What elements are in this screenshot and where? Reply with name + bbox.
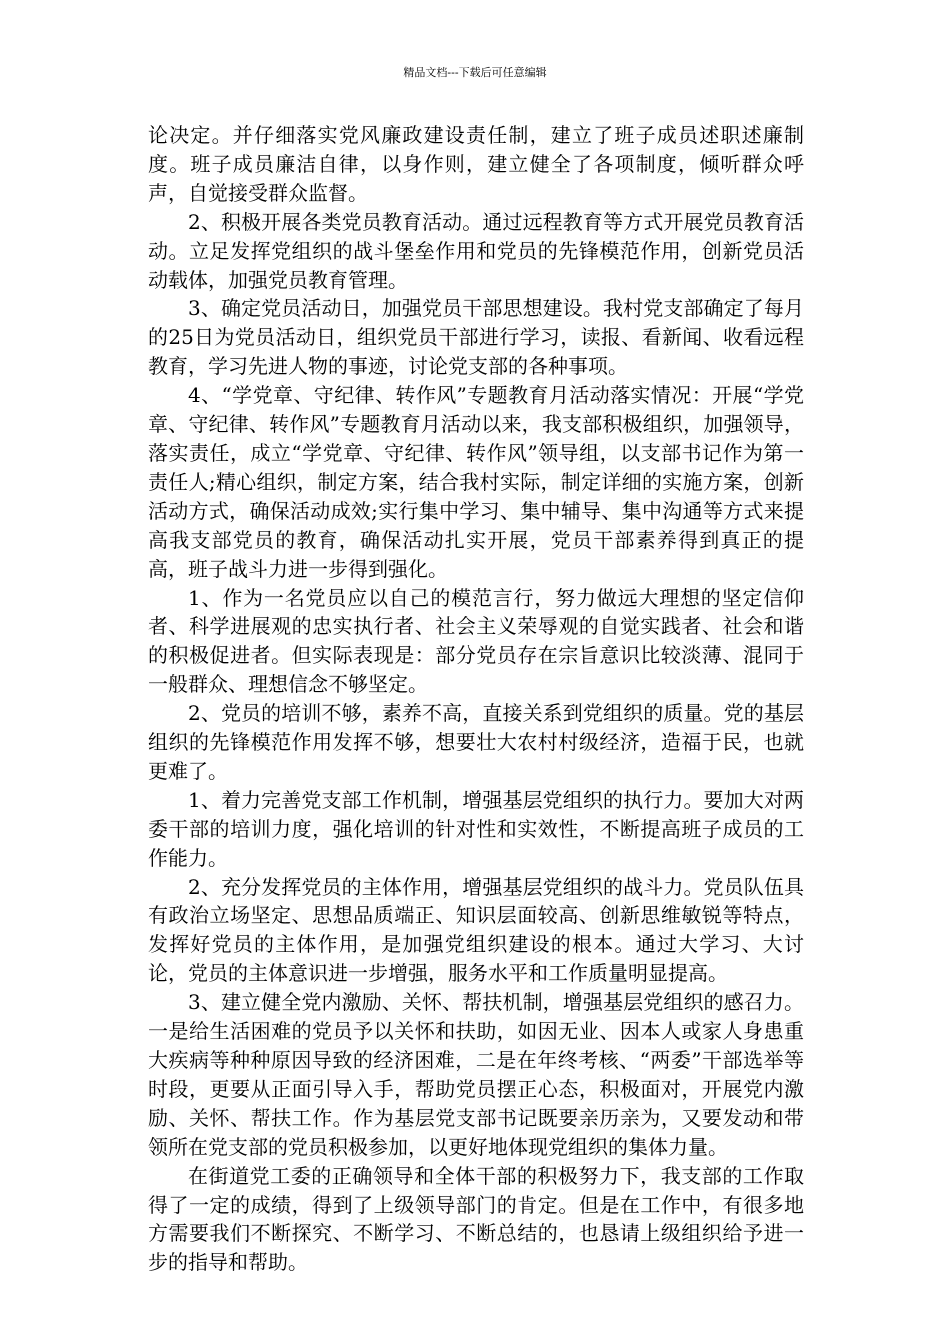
paragraph-8: 2、充分发挥党员的主体作用，增强基层党组织的战斗力。党员队伍具有政治立场坚定、思想品质端正、知识层面较高、创新思维敏锐等特点，发挥好党员的主体作用，是加强党组织建设的根本。通过大学习、大讨论，党员的主体意识进一步增强，服务水平和工作质量明显提高。 <box>148 874 804 986</box>
paragraph-4: 4、“学党章、守纪律、转作风”专题教育月活动落实情况：开展“学党章、守纪律、转作风”专题教育月活动以来，我支部积极组织，加强领导，落实责任，成立“学党章、守纪律、转作风”领导组，以支部书记作为第一责任人;精心组织，制定方案，结合我村实际，制定详细的实施方案，创新活动方式，确保活动成效;实行集中学习、集中辅导、集中沟通等方式来提高我支部党员的教育，确保活动扎实开展，党员干部素养得到真正的提高，班子战斗力进一步得到强化。 <box>148 383 804 581</box>
paragraph-7: 1、着力完善党支部工作机制，增强基层党组织的执行力。要加大对两委干部的培训力度，强化培训的针对性和实效性，不断提高班子成员的工作能力。 <box>148 787 804 870</box>
paragraph-6: 2、党员的培训不够，素养不高，直接关系到党组织的质量。党的基层组织的先锋模范作用发挥不够，想要壮大农村村级经济，造福于民，也就更难了。 <box>148 701 804 783</box>
document-body <box>148 121 804 1277</box>
paragraph-1: 论决定。并仔细落实党风廉政建设责任制，建立了班子成员述职述廉制度。班子成员廉洁自律，以身作则，建立健全了各项制度，倾听群众呼声，自觉接受群众监督。 <box>148 123 804 205</box>
page-header: 精品文档---下载后可任意编辑 <box>403 66 547 79</box>
paragraph-9: 3、建立健全党内激励、关怀、帮扶机制，增强基层党组织的感召力。一是给生活困难的党员予以关怀和扶助，如因无业、因本人或家人身患重大疾病等种种原因导致的经济困难，二是在年终考核、“两委”干部选举等时段，更要从正面引导入手，帮助党员摆正心态，积极面对，开展党内激励、关怀、帮扶工作。作为基层党支部书记既要亲历亲为，又要发动和带领所在党支部的党员积极参加，以更好地体现党组织的集体力量。 <box>148 990 804 1159</box>
paragraph-5: 1、作为一名党员应以自己的模范言行，努力做远大理想的坚定信仰者、科学进展观的忠实执行者、社会主义荣辱观的自觉实践者、社会和谐的积极促进者。但实际表现是：部分党员存在宗旨意识比较淡薄、混同于一般群众、理想信念不够坚定。 <box>148 585 804 697</box>
paragraph-10: 在街道党工委的正确领导和全体干部的积极努力下，我支部的工作取得了一定的成绩，得到了上级领导部门的肯定。但是在工作中，有很多地方需要我们不断探究、不断学习、不断总结的，也恳请上级组织给予进一步的指导和帮助。 <box>148 1163 804 1275</box>
paragraph-3: 3、确定党员活动日，加强党员干部思想建设。我村党支部确定了每月的25日为党员活动日，组织党员干部进行学习，读报、看新闻、收看远程教育，学习先进人物的事迹，讨论党支部的各种事项。 <box>148 296 804 379</box>
paragraph-2: 2、积极开展各类党员教育活动。通过远程教育等方式开展党员教育活动。立足发挥党组织的战斗堡垒作用和党员的先锋模范作用，创新党员活动载体，加强党员教育管理。 <box>148 209 804 292</box>
